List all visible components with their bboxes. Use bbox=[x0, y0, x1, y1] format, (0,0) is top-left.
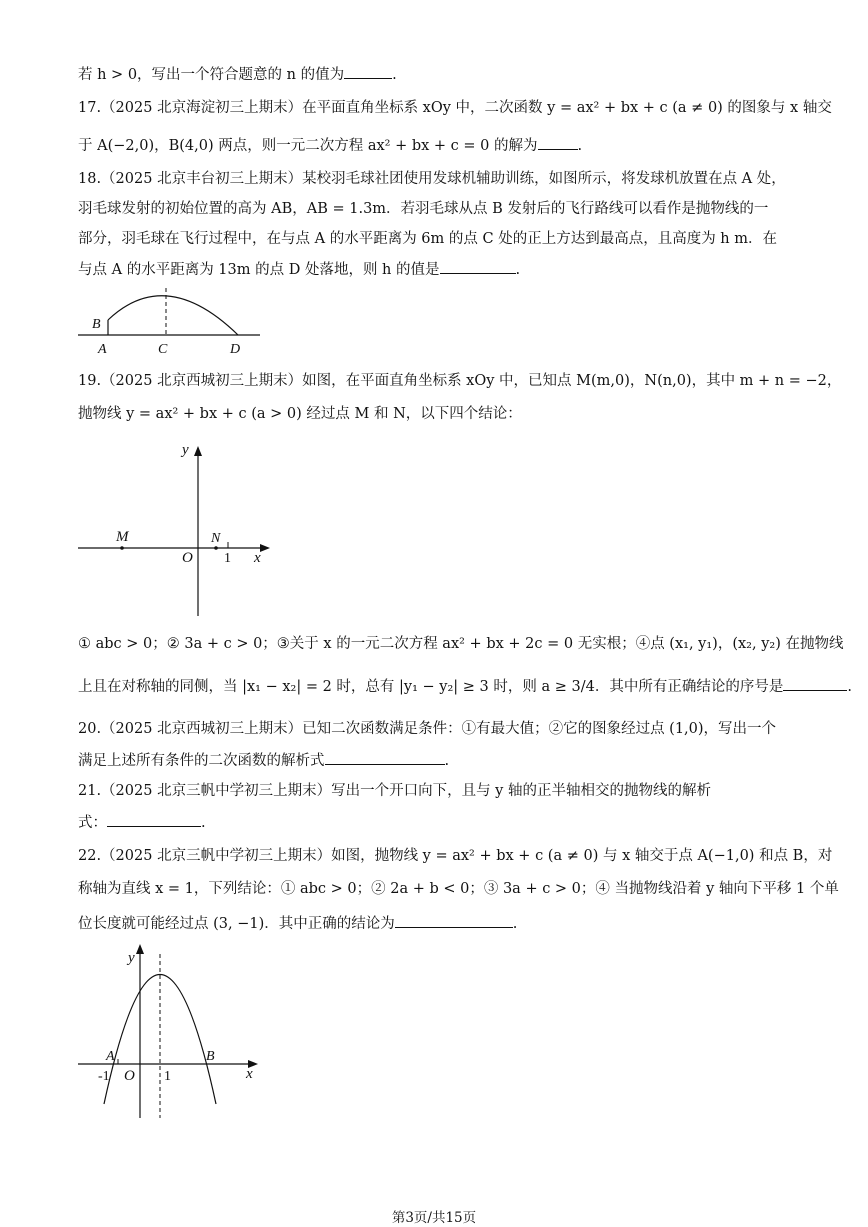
y-axis-arrow bbox=[194, 446, 202, 456]
label-one: 1 bbox=[164, 1069, 171, 1084]
label-b: B bbox=[206, 1049, 215, 1064]
q20-line-2 bbox=[78, 750, 790, 771]
figure-badminton-trajectory bbox=[78, 282, 268, 358]
q19-line-1 bbox=[78, 371, 842, 391]
q18-text-4: 与点 A 的水平距离为 13m 的点 D 处落地，则 h 的值是 bbox=[78, 262, 440, 278]
point-n bbox=[214, 546, 218, 550]
q19-text-3: ① abc > 0；② 3a + c > 0；③关于 x 的一元二次方程 ax² + bx + 2c = 0 无实根；④点 (x₁, y₁)，(x₂, y₂) 在抛物线 bbox=[78, 636, 844, 652]
q18-text-2: 羽毛球发射的初始位置的高为 AB，AB = 1.3m．若羽毛球从点 B 发射后的飞行路线可以看作是抛物线的一 bbox=[78, 201, 769, 217]
q20-text-2: 满足上述所有条件的二次函数的解析式 bbox=[78, 753, 325, 769]
label-m: M bbox=[116, 529, 129, 545]
q19-line-4 bbox=[78, 676, 852, 697]
label-c: C bbox=[158, 342, 168, 357]
q17-text-1: 17.（2025 北京海淀初三上期末）在平面直角坐标系 xOy 中，二次函数 y = ax² + bx + c (a ≠ 0) 的图象与 x 轴交 bbox=[78, 100, 832, 116]
q22-line-3 bbox=[78, 913, 790, 934]
q22-line-1 bbox=[78, 846, 833, 866]
label-a: A bbox=[106, 1049, 115, 1064]
q18-line-2 bbox=[78, 199, 790, 219]
q18-text-1: 18.（2025 北京丰台初三上期末）某校羽毛球社团使用发球机辅助训练，如图所示，将发球机放置在点 A 处， bbox=[78, 171, 786, 187]
text-line bbox=[78, 64, 790, 85]
answer-blank bbox=[344, 64, 392, 79]
q22-text-2: 称轴为直线 x = 1，下列结论：① abc > 0；② 2a + b < 0；③ 3a + c > 0；④ 当抛物线沿着 y 轴向下平移 1 个单 bbox=[78, 881, 839, 897]
label-neg1: -1 bbox=[98, 1069, 110, 1084]
answer-blank bbox=[107, 812, 201, 827]
label-a: A bbox=[98, 342, 107, 357]
q18-line-4 bbox=[78, 259, 790, 280]
q18-line-1 bbox=[78, 169, 790, 189]
label-x: x bbox=[246, 1066, 253, 1082]
period: . bbox=[515, 262, 521, 278]
point-m bbox=[120, 546, 124, 550]
q21-line-1 bbox=[78, 781, 790, 801]
answer-blank bbox=[440, 259, 516, 274]
label-n: N bbox=[211, 531, 221, 546]
q21-text-2: 式： bbox=[78, 815, 107, 831]
answer-blank bbox=[395, 913, 513, 928]
period: . bbox=[201, 815, 206, 831]
figure-parabola-opening-down bbox=[78, 942, 268, 1122]
q21-text-1: 21.（2025 北京三帆中学初三上期末）写出一个开口向下，且与 y 轴的正半轴相交的抛物线的解析 bbox=[78, 783, 711, 799]
label-d: D bbox=[230, 342, 241, 357]
period: . bbox=[577, 138, 583, 154]
q16-tail-text: 若 h > 0，写出一个符合题意的 n 的值为 bbox=[78, 67, 345, 83]
period: . bbox=[847, 679, 852, 695]
q22-line-2 bbox=[78, 879, 839, 899]
answer-blank bbox=[325, 750, 445, 765]
q21-line-2 bbox=[78, 812, 790, 833]
q19-text-1: 19.（2025 北京西城初三上期末）如图，在平面直角坐标系 xOy 中，已知点 M(m,0)，N(n,0)，其中 m + n = −2， bbox=[78, 373, 842, 389]
answer-blank bbox=[783, 676, 847, 691]
label-x: x bbox=[254, 550, 261, 566]
answer-blank bbox=[538, 135, 578, 150]
label-o: O bbox=[124, 1068, 135, 1084]
q17-line-1 bbox=[78, 98, 832, 118]
period: . bbox=[512, 916, 518, 932]
label-b: B bbox=[92, 317, 101, 332]
figure-coordinate-m-n bbox=[78, 438, 278, 620]
label-one: 1 bbox=[224, 551, 231, 566]
page-footer: 第3页/共15页 bbox=[391, 1210, 477, 1226]
label-y: y bbox=[182, 442, 189, 458]
q20-text-1: 20.（2025 北京西城初三上期末）已知二次函数满足条件：①有最大值；②它的图象经过点 (1,0)，写出一个 bbox=[78, 721, 777, 737]
q17-text-2: 于 A(−2,0)，B(4,0) 两点，则一元二次方程 ax² + bx + c = 0 的解为 bbox=[78, 138, 538, 154]
q22-text-3: 位长度就可能经过点 (3, −1)．其中正确的结论为 bbox=[78, 916, 395, 932]
q18-text-3: 部分，羽毛球在飞行过程中，在与点 A 的水平距离为 6m 的点 C 处的正上方达到最高点，且高度为 h m．在 bbox=[78, 231, 777, 247]
label-o: O bbox=[182, 550, 193, 566]
trajectory-curve bbox=[108, 296, 238, 335]
q19-text-2: 抛物线 y = ax² + bx + c (a > 0) 经过点 M 和 N，以下四个结论： bbox=[78, 406, 522, 422]
label-y: y bbox=[128, 950, 135, 966]
q20-line-1 bbox=[78, 719, 790, 739]
q19-line-3 bbox=[78, 634, 844, 654]
q18-line-3 bbox=[78, 229, 790, 249]
q19-line-2 bbox=[78, 404, 790, 424]
q22-text-1: 22.（2025 北京三帆中学初三上期末）如图，抛物线 y = ax² + bx + c (a ≠ 0) 与 x 轴交于点 A(−1,0) 和点 B，对 bbox=[78, 848, 833, 864]
y-axis-arrow bbox=[136, 944, 144, 954]
q19-text-4: 上且在对称轴的同侧，当 |x₁ − x₂| = 2 时，总有 |y₁ − y₂| ≥ 3 时，则 a ≥ 3/4．其中所有正确结论的序号是 bbox=[78, 679, 784, 695]
x-axis-arrow bbox=[260, 544, 270, 552]
period: . bbox=[444, 753, 450, 769]
period: . bbox=[392, 67, 397, 83]
q17-line-2 bbox=[78, 135, 790, 156]
